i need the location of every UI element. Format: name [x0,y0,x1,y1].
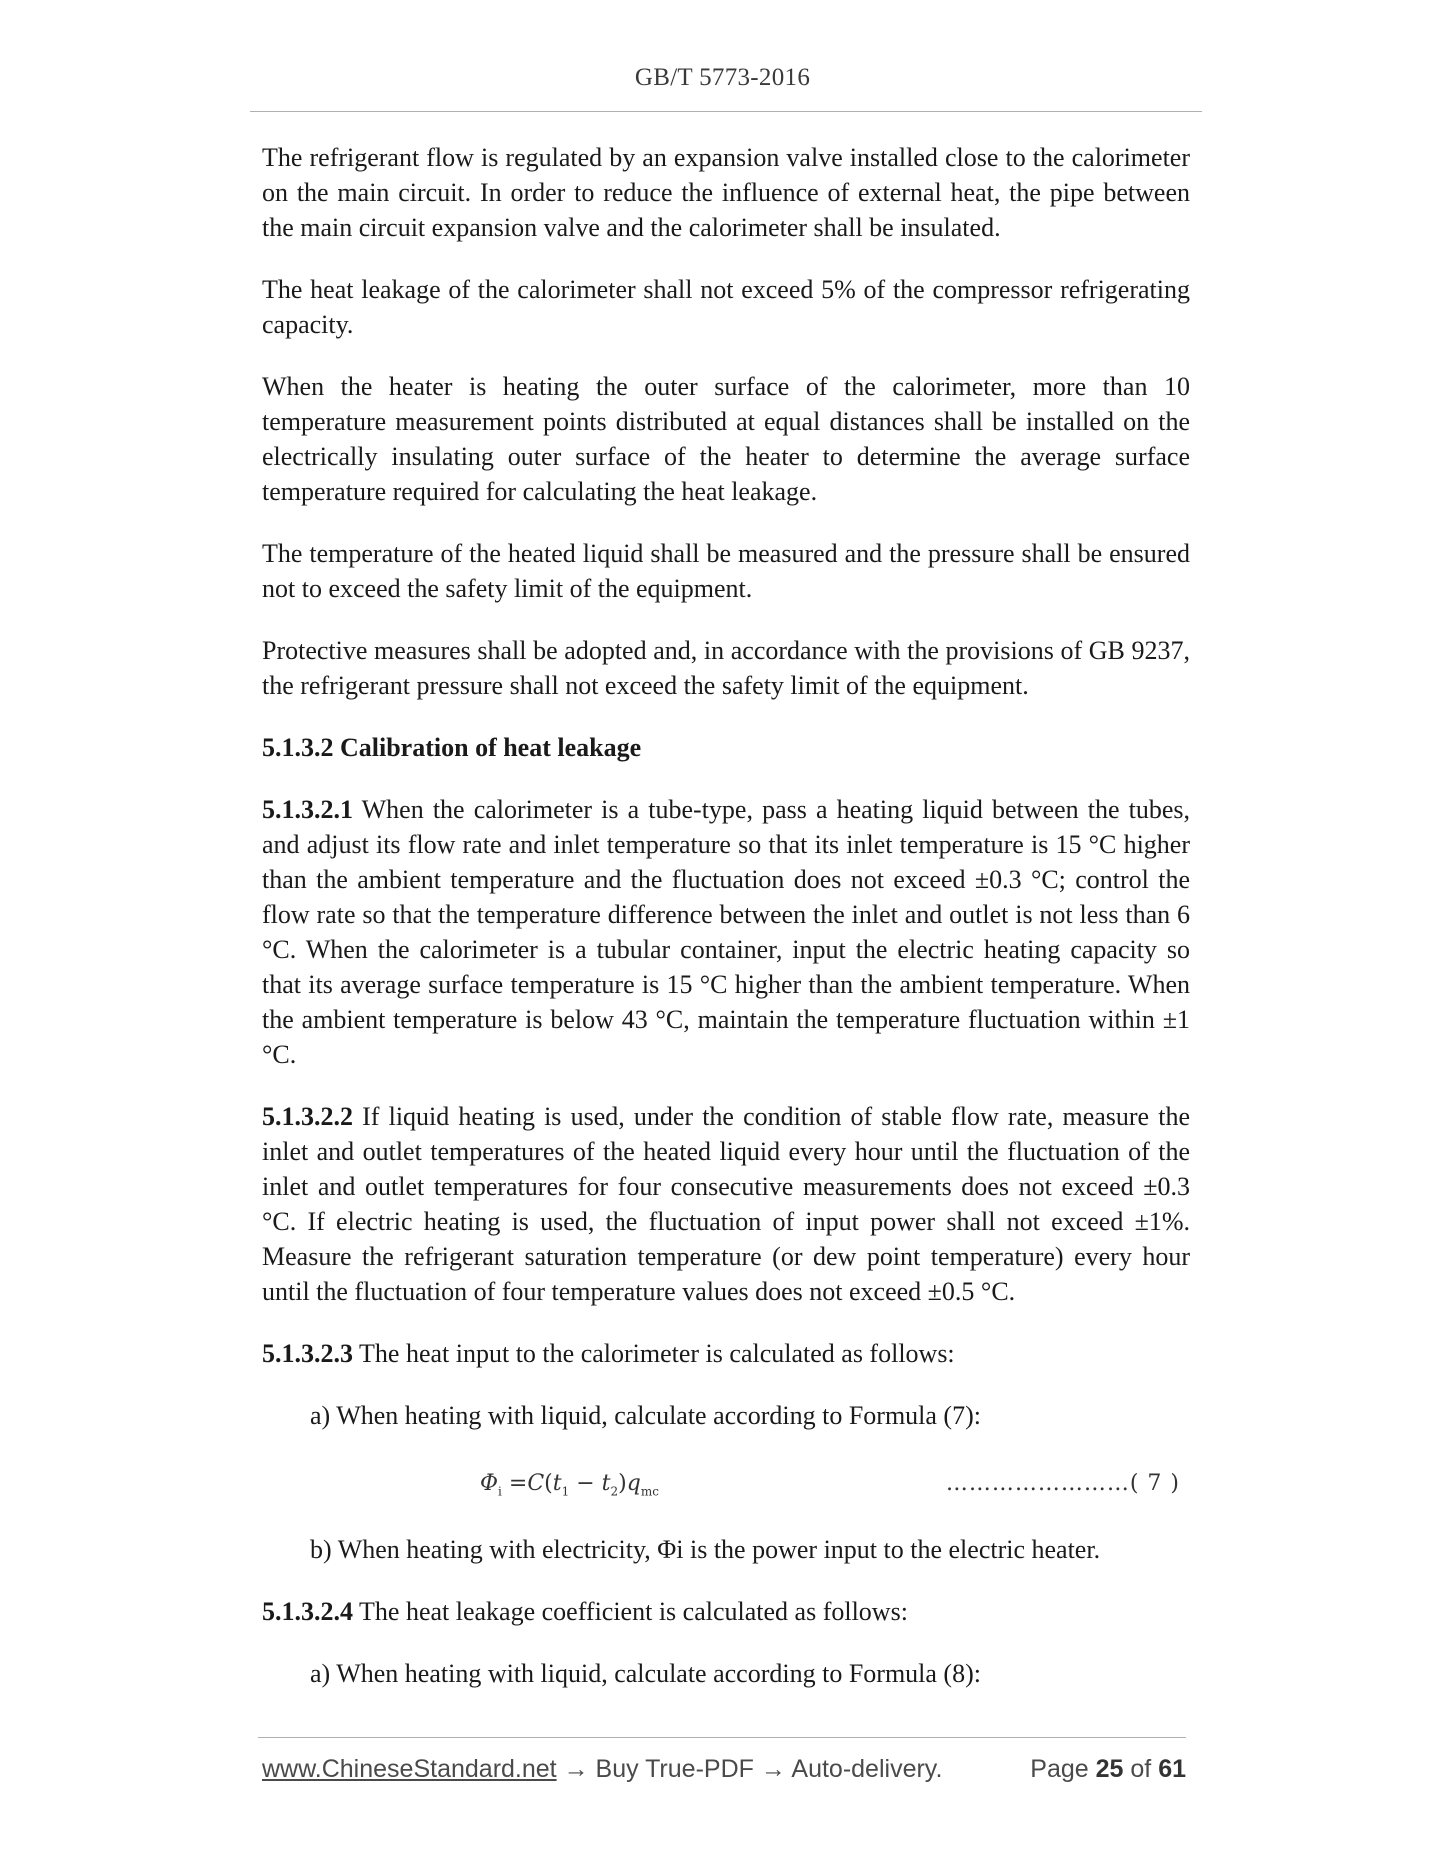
clause-5-1-3-2-3 [262,1336,1190,1371]
clause-number: 5.1.3.2.2 [262,1102,353,1131]
footer-tagline: → Buy True-PDF → Auto-delivery. [556,1755,943,1783]
page-footer [262,1755,1186,1791]
item-b-electric-heating: b) When heating with electricity, Φi is the power input to the electric heater. [310,1535,1101,1564]
formula-subscript: 1 [561,1484,570,1499]
formula-symbol: Φ [480,1471,499,1496]
paragraph-heat-leakage-limit: The heat leakage of the calorimeter shall not exceed 5% of the compressor refrigerating capacity. [262,275,1190,339]
document-header: GB/T 5773-2016 [634,64,811,91]
formula-symbol: t [601,1471,611,1496]
clause-number: 5.1.3.2.4 [262,1597,353,1626]
clause-text: The heat leakage coefficient is calculated as follows: [353,1597,908,1626]
clause-number: 5.1.3.2.1 [262,795,353,824]
page-of-label: of [1123,1755,1159,1783]
clause-number: 5.1.3.2.3 [262,1339,353,1368]
formula-symbol: t [552,1471,562,1496]
formula-subscript: mc [640,1484,659,1499]
paragraph-expansion-valve: The refrigerant flow is regulated by an expansion valve installed close to the calorimeter on the main circuit. In order to reduce the influence of external heat, the pipe between the main circuit expansion valve and the calorimeter shall be insulated. [262,143,1190,242]
paragraph-heated-liquid: The temperature of the heated liquid shall be measured and the pressure shall be ensured not to exceed the safety limit of the equipment. [262,539,1190,603]
formula-symbol: = [501,1471,528,1496]
formula-number: ……………………( 7 ) [945,1471,1180,1496]
clause-5-1-3-2-1 [262,792,1190,1072]
section-heading: 5.1.3.2 Calibration of heat leakage [262,733,642,762]
item-a-formula-8: a) When heating with liquid, calculate according to Formula (8): [310,1659,981,1688]
page-label: Page [1030,1755,1096,1783]
formula-7-line [262,1460,1190,1506]
header-divider [250,111,1202,112]
formula-subscript: 2 [610,1484,619,1499]
clause-5-1-3-2-2 [262,1099,1190,1309]
formula-symbol: C [527,1471,545,1496]
formula-symbol: ) [618,1471,627,1496]
document-body [262,140,1190,1718]
page-indicator [1030,1755,1186,1784]
formula-symbol: − [569,1471,602,1496]
clause-5-1-3-2-4 [262,1594,1190,1629]
page-number: 25 [1095,1755,1124,1783]
website-link[interactable]: www.ChineseStandard.net [262,1755,557,1783]
page-total: 61 [1158,1755,1186,1783]
clause-text: When the calorimeter is a tube-type, pass a heating liquid between the tubes, and adjust its flow rate and inlet temperature so that its inlet temperature is 15 °C higher than the ambient temperature and the fluctuation does not exceed ±0.3 °C; control the flow rate so that the temperature difference between the inlet and outlet is not less than 6 °C. When the calorimeter is a tubular container, input the electric heating capacity so that its average surface temperature is 15 °C higher than the ambient temperature. When the ambient temperature is below 43 °C, maintain the temperature fluctuation within ±1 °C. [262,795,1190,1069]
paragraph-measurement-points: When the heater is heating the outer surface of the calorimeter, more than 10 temperature measurement points distributed at equal distances shall be installed on the electrically insulating outer surface of the heater to determine the average surface temperature required for calculating the heat leakage. [262,372,1190,506]
clause-text: If liquid heating is used, under the condition of stable flow rate, measure the inlet and outlet temperatures of the heated liquid every hour until the fluctuation of the inlet and outlet temperatures for four consecutive measurements does not exceed ±0.3 °C. If electric heating is used, the fluctuation of input power shall not exceed ±1%. Measure the refrigerant saturation temperature (or dew point temperature) every hour until the fluctuation of four temperature values does not exceed ±0.5 °C. [262,1102,1190,1306]
paragraph-protective-measures: Protective measures shall be adopted and, in accordance with the provisions of GB 9237, the refrigerant pressure shall not exceed the safety limit of the equipment. [262,636,1190,700]
formula-symbol: q [626,1471,641,1496]
clause-text: The heat input to the calorimeter is calculated as follows: [353,1339,955,1368]
footer-divider [258,1737,1186,1738]
item-a-liquid-heating: a) When heating with liquid, calculate according to Formula (7): [310,1401,981,1430]
formula-symbol: ( [544,1471,553,1496]
formula-subscript: i [498,1484,502,1499]
formula-7 [480,1466,659,1509]
